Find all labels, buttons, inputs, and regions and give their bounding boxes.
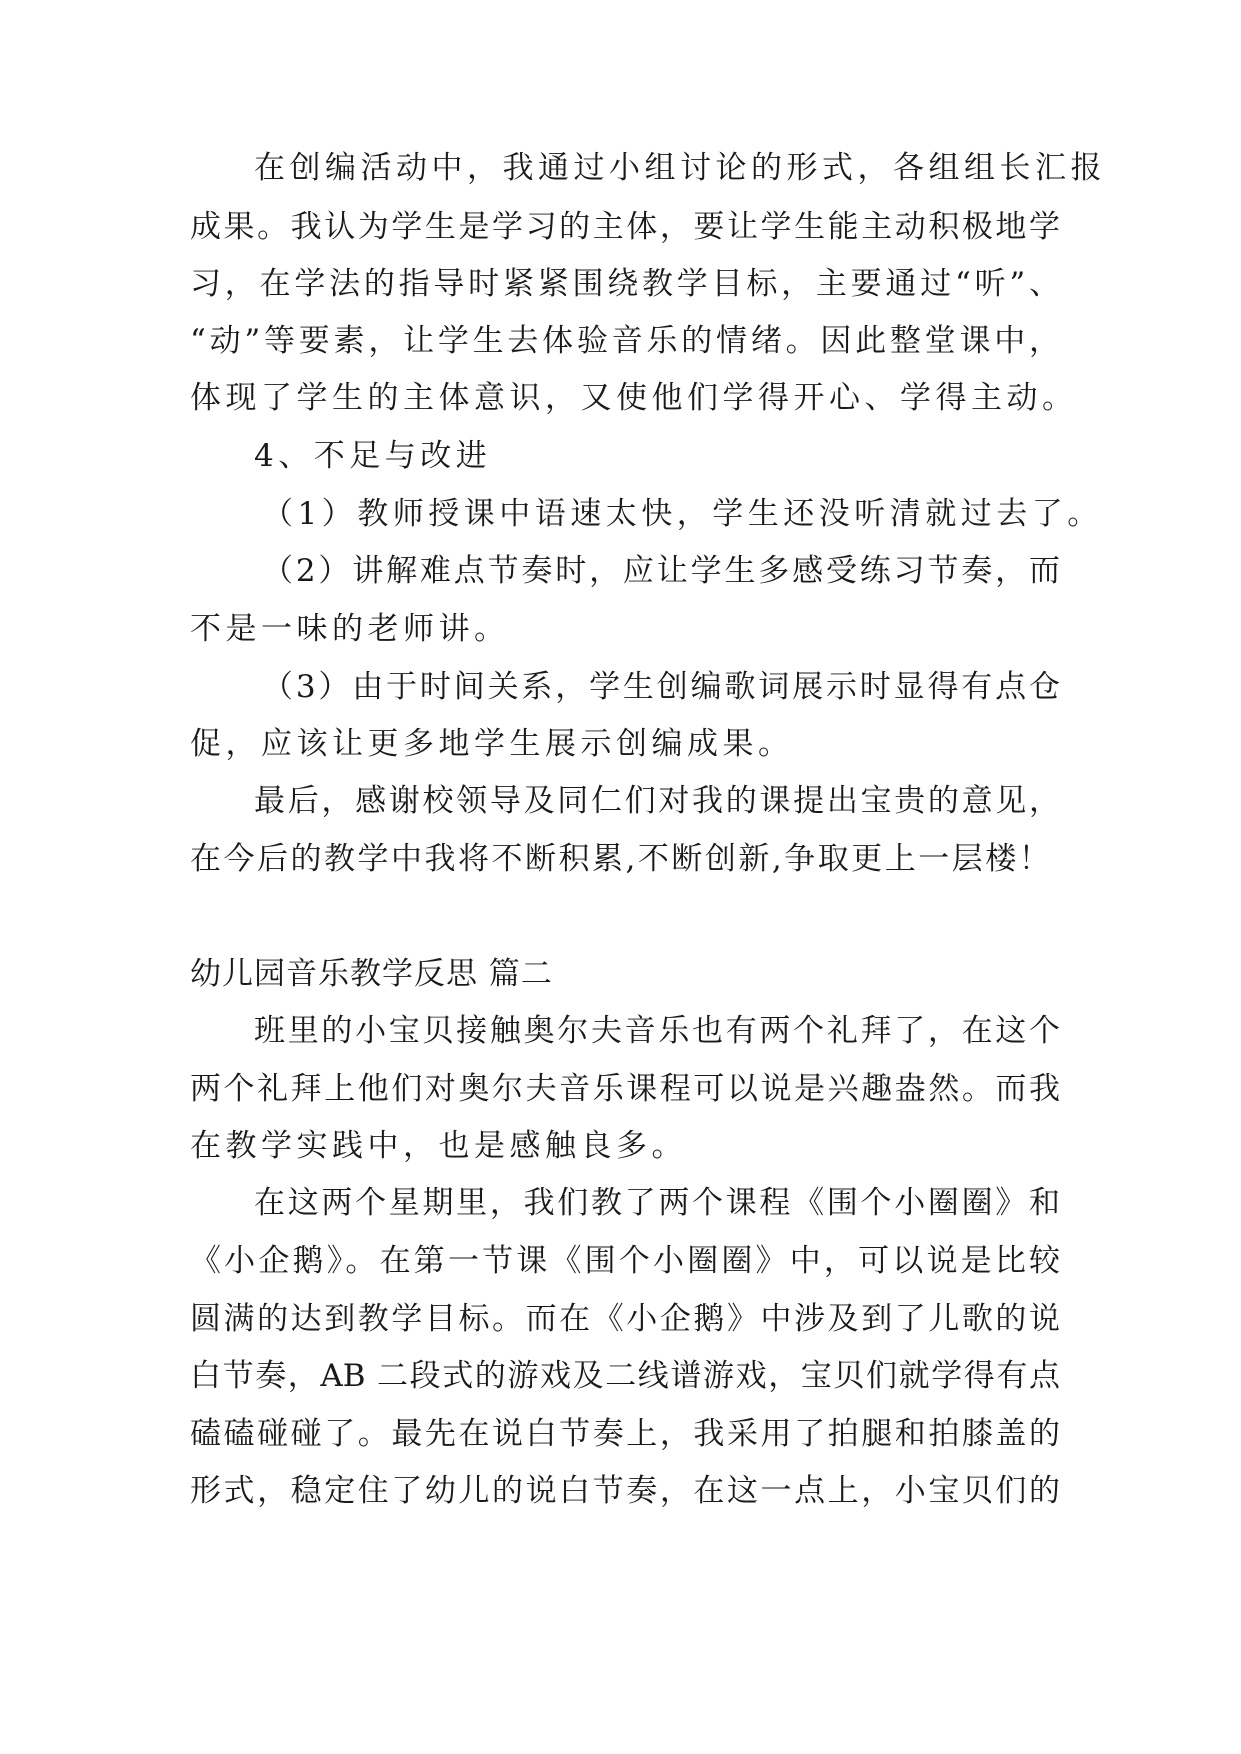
section-heading: 4、不足与改进 <box>254 438 492 474</box>
section-title: 幼儿园音乐教学反思 篇二 <box>190 956 553 992</box>
list-item: （2）讲解难点节奏时，应让学生多感受练习节奏，而 <box>262 553 1060 589</box>
paragraph-line: “动”等要素，让学生去体验音乐的情绪。因此整堂课中， <box>190 323 1060 359</box>
paragraph-line: 习，在学法的指导时紧紧围绕教学目标，主要通过“听”、 <box>190 266 1060 302</box>
paragraph-line: 在今后的教学中我将不断积累,不断创新,争取更上一层楼！ <box>190 841 1053 877</box>
paragraph-line: 成果。我认为学生是学习的主体，要让学生能主动积极地学 <box>190 209 1060 245</box>
paragraph-line: 磕磕碰碰了。最先在说白节奏上，我采用了拍腿和拍膝盖的 <box>190 1416 1060 1452</box>
paragraph-line: 不是一味的老师讲。 <box>190 611 510 647</box>
paragraph-line: 班里的小宝贝接触奥尔夫音乐也有两个礼拜了，在这个 <box>254 1013 1060 1049</box>
paragraph-line: 形式，稳定住了幼儿的说白节奏，在这一点上，小宝贝们的 <box>190 1473 1060 1509</box>
paragraph-line: 在创编活动中，我通过小组讨论的形式，各组组长汇报 <box>254 150 1106 186</box>
paragraph-line: 最后，感谢校领导及同仁们对我的课提出宝贵的意见， <box>254 783 1060 819</box>
list-item: （3）由于时间关系，学生创编歌词展示时显得有点仓 <box>262 669 1060 705</box>
list-item: （1）教师授课中语速太快，学生还没听清就过去了。 <box>262 496 1103 532</box>
paragraph-line: 《小企鹅》。在第一节课《围个小圈圈》中，可以说是比较 <box>190 1243 1060 1279</box>
paragraph-line: 白节奏，AB 二段式的游戏及二线谱游戏，宝贝们就学得有点 <box>190 1358 1060 1394</box>
paragraph-line: 促，应该让更多地学生展示创编成果。 <box>190 726 794 762</box>
paragraph-line: 两个礼拜上他们对奥尔夫音乐课程可以说是兴趣盎然。而我 <box>190 1071 1060 1107</box>
paragraph-line: 体现了学生的主体意识，又使他们学得开心、学得主动。 <box>190 380 1078 416</box>
paragraph-line: 在这两个星期里，我们教了两个课程《围个小圈圈》和 <box>254 1185 1060 1221</box>
paragraph-line: 在教学实践中，也是感触良多。 <box>190 1128 687 1164</box>
paragraph-line: 圆满的达到教学目标。而在《小企鹅》中涉及到了儿歌的说 <box>190 1301 1060 1337</box>
